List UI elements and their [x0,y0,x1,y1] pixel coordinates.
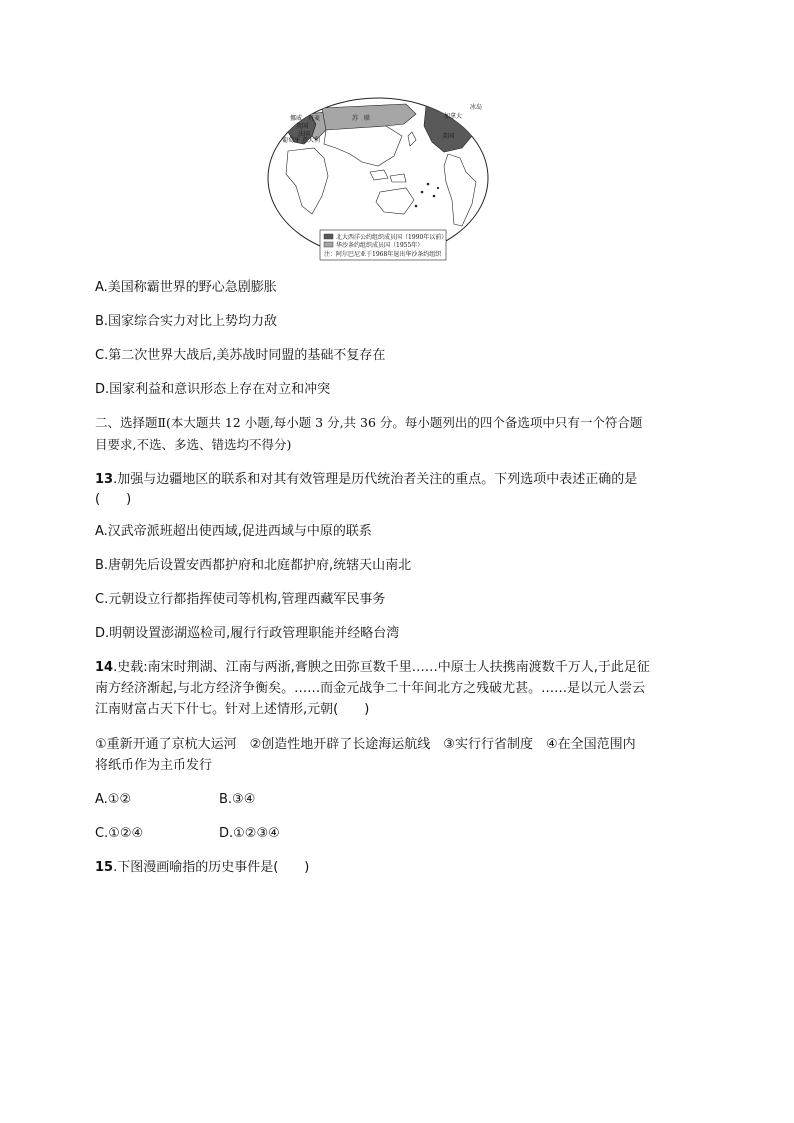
map-label-portugal: 葡萄牙 [282,137,301,144]
q14-stem-text: .史载:南宋时荆湖、江南与两浙,膏腴之田弥亘数千里……中原士人扶携南渡数千万人,于此足征 [113,660,650,675]
q13-option-b: B.唐朝先后设置安西都护府和北庭都护府,统辖天山南北 [95,558,412,573]
q14-number: 14 [95,660,114,675]
q15-stem [95,858,309,878]
q13-option-a: A.汉武帝派班超出使西域,促进西域与中原的联系 [95,524,372,539]
map-label-denmark: 丹麦 [308,115,321,122]
map-label-canada: 加拿大 [444,113,463,120]
q14-items-line2: 将纸币作为主币发行 [95,758,213,773]
map-label-usa: 美国 [442,133,455,140]
q13-stem-text: .加强与边疆地区的联系和对其有效管理是历代统治者关注的重点。下列选项中表述正确的是 [113,472,638,487]
q13-option-d: D.明朝设置澎湖巡检司,履行行政管理职能并经略台湾 [95,626,400,641]
legend-note-text: 注：阿尔巴尼亚于1968年退出华沙条约组织 [324,251,442,258]
q12-option-a: A.美国称霸世界的野心急剧膨胀 [95,280,277,295]
q15-stem-text: .下图漫画喻指的历史事件是( ) [113,860,310,875]
legend-warsaw-text: 华沙条约组织成员国（1955年） [336,242,424,249]
q12-option-c: C.第二次世界大战后,美苏战时同盟的基础不复存在 [95,348,386,363]
map-label-iceland: 冰岛 [470,104,483,111]
q13-option-c: C.元朝设立行都指挥使司等机构,管理西藏军民事务 [95,592,386,607]
q14-option-d: D.①②③④ [219,826,280,841]
section2-line2: 目要求,不选、多选、错选均不得分) [95,437,292,452]
q14-option-a: A.①② [95,792,132,807]
map-legend [320,230,447,260]
legend-nato-text: 北大西洋公约组织成员国（1990年以前） [336,234,448,241]
legend-nato-swatch [324,234,333,239]
q14-stem-line2: 南方经济渐起,与北方经济争衡矣。……而金元战争二十年间北方之残破尤甚。……是以元人尝云 [95,681,646,696]
q12-option-d: D.国家利益和意识形态上存在对立和冲突 [95,382,331,397]
world-map-figure [266,96,490,264]
q14-option-b: B.③④ [219,792,256,807]
q14-items-line1: ①重新开通了京杭大运河 ②创造性地开辟了长途海运航线 ③实行行省制度 ④在全国范围内 [95,737,636,752]
legend-warsaw-swatch [324,242,333,247]
q13-number: 13 [95,472,114,487]
map-label-italy: 意大利 [302,137,321,144]
map-label-ussr: 苏 联 [352,115,371,122]
q14-option-c: C.①②④ [95,826,144,841]
map-label-france: 法国 [298,131,311,138]
q12-option-b: B.国家综合实力对比上势均力敌 [95,314,278,329]
q14-stem-line3: 江南财富占天下什七。针对上述情形,元朝( ) [95,702,370,717]
q13-stem-line1 [95,470,637,490]
q15-number: 15 [95,860,114,875]
q14-stem-line1 [95,658,650,678]
q13-stem-line2: ( ) [95,492,132,507]
world-map-svg [266,96,490,264]
map-label-norway: 挪威 [290,115,303,122]
section2-line1: 二、选择题Ⅱ(本大题共 12 小题,每小题 3 分,共 36 分。每小题列出的四个备选项中只有一个符合题 [95,415,643,430]
map-label-uk: 英国 [296,123,309,130]
